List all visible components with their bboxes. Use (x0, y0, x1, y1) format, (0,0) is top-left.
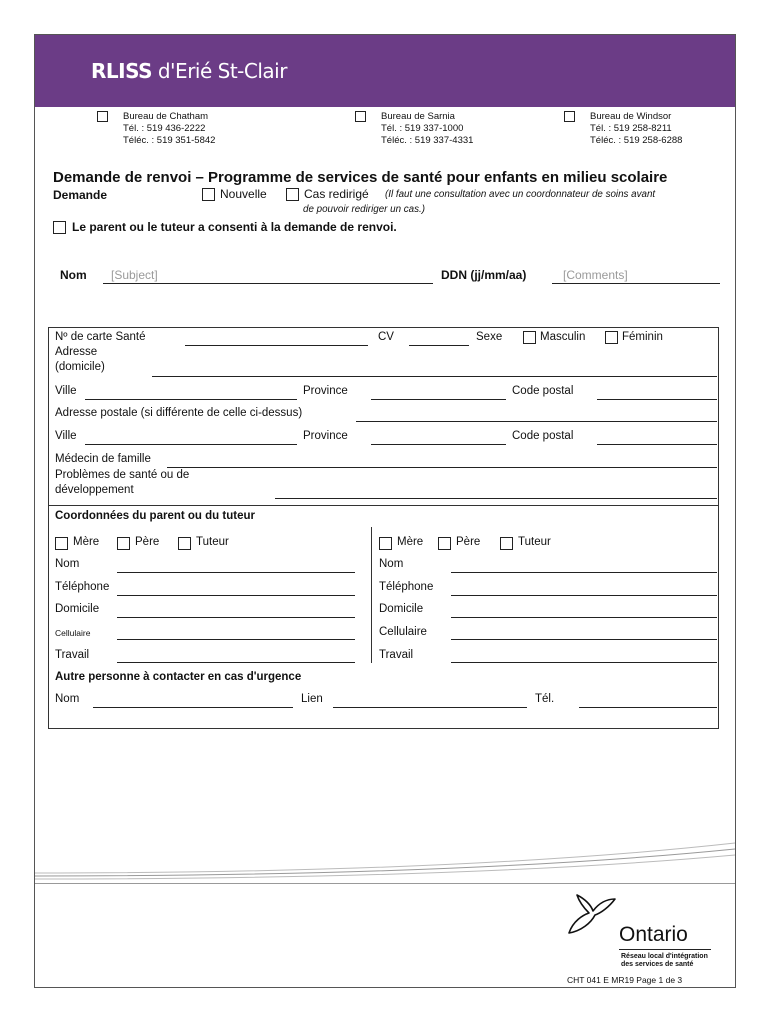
parent1-domicile-label: Domicile (55, 603, 100, 615)
parent-column-divider (371, 527, 372, 663)
adresse-label-1: Adresse (55, 346, 98, 358)
tuteur-label-1: Tuteur (196, 536, 229, 548)
carte-sante-input[interactable] (185, 345, 368, 346)
parent2-nom-input[interactable] (451, 572, 717, 573)
ville-label-2: Ville (55, 430, 77, 442)
office-tel: Tél. : 519 337-1000 (381, 123, 464, 134)
office-name: Bureau de Windsor (590, 111, 672, 122)
parent1-nom-label: Nom (55, 558, 80, 570)
ddn-input-line[interactable] (552, 283, 720, 284)
redirige-note-2: de pouvoir rediriger un cas.) (303, 204, 425, 215)
mere-label-1: Mère (73, 536, 100, 548)
medecin-input[interactable] (167, 467, 717, 468)
ville-label: Ville (55, 385, 77, 397)
lhin-line-2: des services de santé (621, 961, 694, 968)
problemes-label-1: Problèmes de santé ou de (55, 469, 190, 481)
checkbox-cas-redirige[interactable] (286, 188, 299, 201)
province-label: Province (303, 385, 348, 397)
checkbox-tuteur-2[interactable] (500, 537, 513, 550)
ville-input-2[interactable] (85, 444, 297, 445)
nom-value[interactable]: [Subject] (111, 268, 158, 282)
emergency-nom-input[interactable] (93, 707, 293, 708)
office-name: Bureau de Sarnia (381, 111, 455, 122)
checkbox-pere-2[interactable] (438, 537, 451, 550)
code-postal-label: Code postal (512, 385, 574, 397)
parent1-cellulaire-label: Cellulaire (55, 628, 91, 638)
parent2-travail-label: Travail (379, 649, 414, 661)
code-postal-label-2: Code postal (512, 430, 574, 442)
office-fax: Téléc. : 519 258-6288 (590, 135, 683, 146)
medecin-label: Médecin de famille (55, 453, 151, 465)
checkbox-chatham[interactable] (97, 111, 108, 122)
lhin-line-1: Réseau local d'intégration (621, 953, 708, 960)
nom-label: Nom (60, 268, 87, 282)
emergency-tel-label: Tél. (535, 693, 555, 705)
redirige-label: Cas redirigé (304, 187, 369, 201)
checkbox-mere-2[interactable] (379, 537, 392, 550)
masculin-label: Masculin (540, 331, 586, 343)
checkbox-feminin[interactable] (605, 331, 618, 344)
pere-label-1: Père (135, 536, 160, 548)
parent2-cellulaire-label: Cellulaire (379, 626, 427, 638)
code-postal-input[interactable] (597, 399, 717, 400)
form-code: CHT 041 E MR19 Page 1 de 3 (567, 975, 683, 985)
mere-label-2: Mère (397, 536, 424, 548)
emergency-nom-label: Nom (55, 693, 80, 705)
problemes-input[interactable] (275, 498, 717, 499)
province-label-2: Province (303, 430, 348, 442)
emergency-heading: Autre personne à contacter en cas d'urgence (55, 671, 302, 683)
emergency-lien-input[interactable] (333, 707, 527, 708)
parent2-telephone-input[interactable] (451, 595, 717, 596)
ddn-value[interactable]: [Comments] (563, 268, 628, 282)
emergency-lien-label: Lien (301, 693, 323, 705)
redirige-note-1: (Il faut une consultation avec un coordonnateur de soins avant (385, 189, 656, 200)
checkbox-mere-1[interactable] (55, 537, 68, 550)
trillium-icon (563, 893, 617, 939)
checkbox-tuteur-1[interactable] (178, 537, 191, 550)
parent1-travail-label: Travail (55, 649, 90, 661)
footer-rule (35, 883, 735, 884)
office-fax: Téléc. : 519 351-5842 (123, 135, 216, 146)
office-sarnia (381, 111, 473, 147)
adresse-label-2: (domicile) (55, 361, 105, 373)
parent1-nom-input[interactable] (117, 572, 355, 573)
patient-info-box (48, 327, 719, 729)
ontario-logo-text: Ontario (619, 923, 688, 946)
parent2-cellulaire-input[interactable] (451, 639, 717, 640)
office-windsor (590, 111, 682, 147)
header-banner (35, 35, 735, 107)
feminin-label: Féminin (622, 331, 663, 343)
checkbox-pere-1[interactable] (117, 537, 130, 550)
office-tel: Tél. : 519 436-2222 (123, 123, 206, 134)
office-tel: Tél. : 519 258-8211 (590, 123, 672, 134)
sexe-label: Sexe (476, 331, 503, 343)
cv-label: CV (378, 331, 394, 343)
form-title: Demande de renvoi – Programme de services de santé pour enfants en milieu scolaire (53, 169, 668, 186)
parent1-telephone-input[interactable] (117, 595, 355, 596)
parent1-travail-input[interactable] (117, 662, 355, 663)
form-page (34, 34, 736, 988)
parent2-nom-label: Nom (379, 558, 404, 570)
emergency-tel-input[interactable] (579, 707, 717, 708)
nouvelle-label: Nouvelle (220, 187, 267, 201)
pere-label-2: Père (456, 536, 481, 548)
parent2-domicile-input[interactable] (451, 617, 717, 618)
carte-sante-label: Nº de carte Santé (55, 331, 146, 343)
checkbox-sarnia[interactable] (355, 111, 366, 122)
ddn-label: DDN (jj/mm/aa) (441, 268, 527, 282)
brand-rest: d'Erié St-Clair (157, 59, 287, 83)
demande-label: Demande (53, 188, 108, 202)
parent2-telephone-label: Téléphone (379, 581, 434, 593)
parent2-travail-input[interactable] (451, 662, 717, 663)
adresse-postale-label: Adresse postale (si différente de celle ci-dessus) (55, 407, 303, 419)
province-input-2[interactable] (371, 444, 506, 445)
office-chatham (123, 111, 215, 147)
problemes-label-2: développement (55, 484, 134, 496)
office-name: Bureau de Chatham (123, 111, 209, 122)
checkbox-windsor[interactable] (564, 111, 575, 122)
parent1-domicile-input[interactable] (117, 617, 355, 618)
brand-logo (91, 59, 287, 83)
parent1-telephone-label: Téléphone (55, 581, 110, 593)
footer-swoosh (35, 835, 735, 895)
checkbox-masculin[interactable] (523, 331, 536, 344)
checkbox-consent[interactable] (53, 221, 66, 234)
nom-input-line[interactable] (103, 283, 433, 284)
parent-heading: Coordonnées du parent ou du tuteur (55, 510, 255, 522)
parent2-domicile-label: Domicile (379, 603, 424, 615)
parent1-cellulaire-input[interactable] (117, 639, 355, 640)
adresse-input[interactable] (152, 376, 717, 377)
checkbox-nouvelle[interactable] (202, 188, 215, 201)
brand-bold: RLISS (91, 59, 152, 83)
adresse-postale-input[interactable] (356, 421, 717, 422)
office-fax: Téléc. : 519 337-4331 (381, 135, 474, 146)
consent-label: Le parent ou le tuteur a consenti à la demande de renvoi. (72, 220, 397, 234)
cv-input[interactable] (409, 345, 469, 346)
ville-input[interactable] (85, 399, 297, 400)
ontario-underline (619, 949, 711, 950)
tuteur-label-2: Tuteur (518, 536, 551, 548)
province-input[interactable] (371, 399, 506, 400)
section-divider (48, 505, 719, 506)
code-postal-input-2[interactable] (597, 444, 717, 445)
